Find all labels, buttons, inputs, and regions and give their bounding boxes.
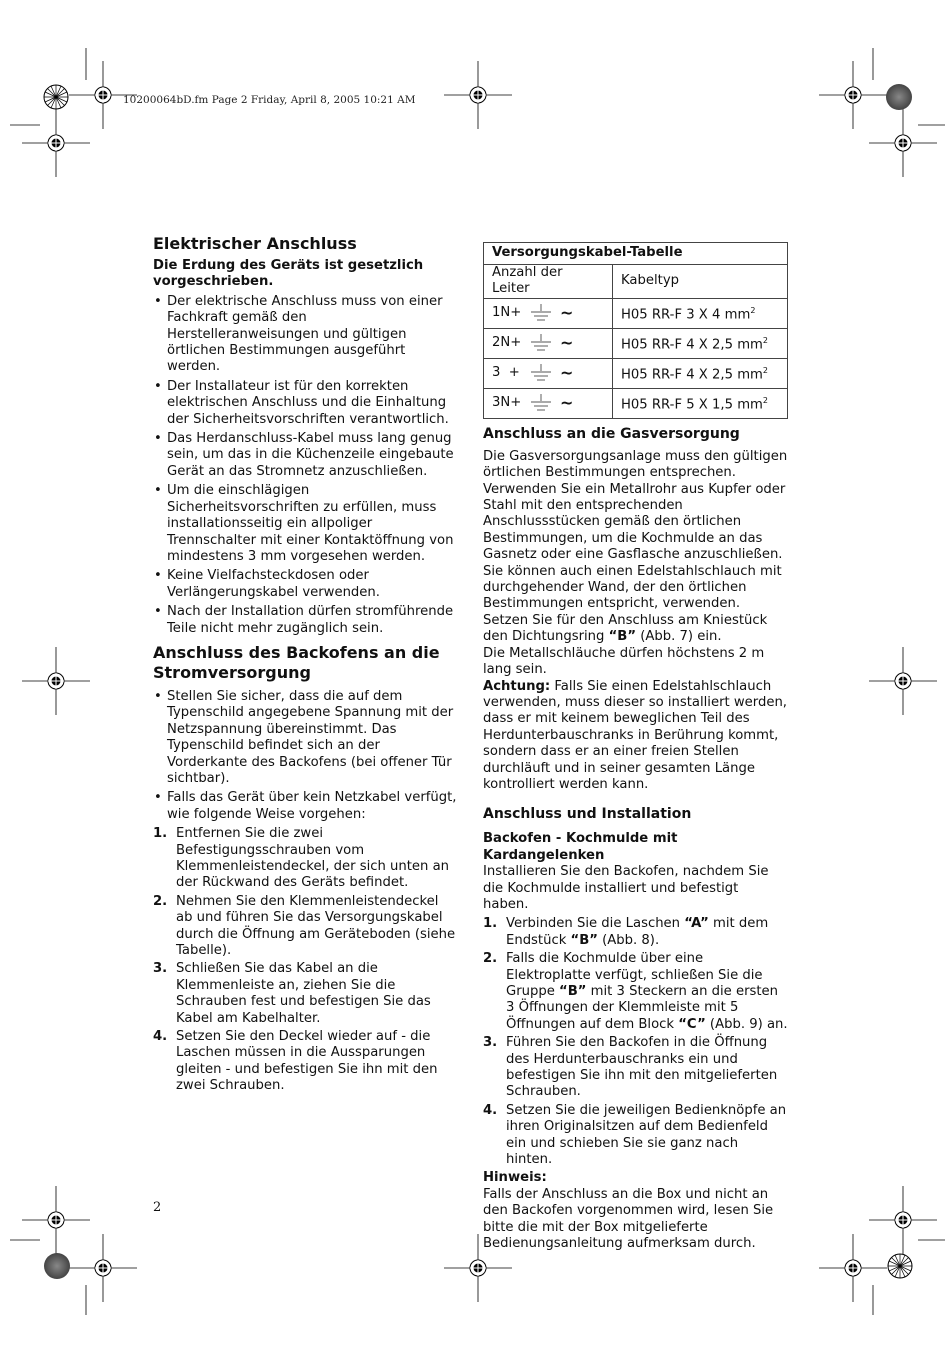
- cable-table: [483, 242, 788, 419]
- power-bullets: [153, 689, 458, 823]
- crop-mark-bottom-right: [819, 1186, 945, 1315]
- page-number: 2: [153, 1200, 162, 1215]
- list-item: • Nach der Installation dürfen stromführende Teile nicht mehr zugänglich sein.: [153, 604, 458, 637]
- table-row: 2N+ ~ H05 RR-F 4 X 2,5 $mm^2$: [484, 328, 788, 358]
- gas-paragraph: Die Gasversorgungsanlage muss den gültigen örtlichen Bestimmungen entsprechen. Verwenden Sie ein Metallrohr aus Kupfer oder Stahl mit den entsprechenden Anschlussstücken gemäß den örtlichen Bestimmungen, um die Kochmulde an das Gasnetz oder eine Gasflasche anzuschließen. Sie können auch einen Edelstahlschlauch mit durchgehender Wand, der den örtlichen Bestimmungen entspricht, verwenden.: [483, 448, 788, 612]
- section-title-installation: Anschluss und Installation: [483, 806, 692, 823]
- grounding-note: Die Erdung des Geräts ist gesetzlich vorgeschrieben.: [153, 258, 424, 290]
- ac-icon: ~: [560, 303, 574, 323]
- table-row: 1N+ ~ H05 RR-F 3 X 4 $mm^2$: [484, 298, 788, 328]
- list-item: 2. Nehmen Sie den Klemmenleistendeckel ab und führen Sie das Versorgungskabel durch die Öffnung am Geräteboden (siehe Tabelle).: [153, 893, 456, 959]
- list-item: • Um die einschlägigen Sicherheitsvorschriften zu erfüllen, muss installationsseitig ein allpoliger Trennschalter mit einer Kontaktöffnung von mindestens 3 mm vorgesehen werden.: [153, 483, 458, 565]
- list-item: • Falls das Gerät über kein Netzkabel verfügt, wie folgende Weise vorgehen:: [153, 790, 458, 823]
- right-column: [483, 242, 788, 1253]
- ground-icon: [530, 363, 552, 383]
- section-title-electrical: Elektrischer Anschluss: [153, 234, 357, 253]
- table-header-conductors: Anzahl der Leiter: [484, 265, 613, 299]
- table-row: 3 + ~ H05 RR-F 4 X 2,5 $mm^2$: [484, 358, 788, 388]
- list-item: 1. Verbinden Sie die Laschen “A” mit dem Endstück “B” (Abb. 8).: [483, 916, 769, 948]
- ac-icon: ~: [560, 363, 574, 383]
- crop-mark-top-left: [10, 48, 137, 177]
- gas-hose-paragraph: Die Metallschläuche dürfen höchstens 2 m lang sein.: [483, 645, 765, 678]
- list-item: • Der elektrische Anschluss muss von einer Fachkraft gemäß den Herstelleranweisungen und gültigen örtlichen Bestimmungen ausgeführt werden.: [153, 294, 458, 376]
- table-header-cable-type: Kabeltyp: [613, 265, 788, 299]
- installation-subtitle: Backofen - Kochmulde mit Kardangelenken: [483, 831, 678, 863]
- list-item: • Das Herdanschluss-Kabel muss lang genug sein, um das in die Küchenzeile eingebaute Gerät an das Stromnetz anzuschließen.: [153, 431, 458, 480]
- crop-mark-top-right: [819, 48, 945, 177]
- section-title-power-supply: Anschluss des Backofens an die Stromversorgung: [153, 642, 440, 682]
- note-text: Falls der Anschluss an die Box und nicht an den Backofen vorgenommen wird, lesen Sie bitte die mit der Box mitgelieferte Bedienungsanleitung aufmerksam durch.: [483, 1186, 774, 1252]
- list-item: 1. Entfernen Sie die zwei Befestigungsschrauben vom Klemmenleistendeckel, der sich unten an der Rückwand des Geräts befindet.: [153, 826, 450, 891]
- list-item: 4. Setzen Sie den Deckel wieder auf - die Laschen müssen in die Aussparungen gleiten - und befestigen Sie ihn mit den zwei Schrauben.: [153, 1029, 438, 1094]
- installation-intro: Installieren Sie den Backofen, nachdem Sie die Kochmulde installiert und befestigt haben.: [483, 864, 769, 912]
- ac-icon: ~: [560, 393, 574, 413]
- ac-icon: ~: [560, 333, 574, 353]
- list-item: • Stellen Sie sicher, dass die auf dem Typenschild angegebene Spannung mit der Netzspannung übereinstimmt. Das Typenschild befindet sich an der Vorderkante des Backofens (bei offener Tür sichtbar).: [153, 689, 458, 787]
- left-column: [153, 234, 458, 1097]
- crop-mark-bottom-left: [10, 1186, 137, 1315]
- electrical-bullets: [153, 294, 458, 637]
- ground-icon: [530, 303, 552, 323]
- print-header: 10200064bD.fm Page 2 Friday, April 8, 2005 10:21 AM: [123, 94, 416, 106]
- power-steps: [153, 826, 458, 1095]
- list-item: 3. Führen Sie den Backofen in die Öffnung des Herdunterbauschranks ein und befestigen Sie ihn mit den mitgelieferten Schrauben.: [483, 1035, 778, 1100]
- ground-icon: [530, 393, 552, 413]
- gas-gasket-paragraph: Setzen Sie für den Anschluss am Kniestück den Dichtungsring “B” (Abb. 7) ein.: [483, 612, 768, 645]
- list-item: 3. Schließen Sie das Kabel an die Klemmenleiste an, ziehen Sie die Schrauben fest und befestigen Sie das Kabel am Kabelhalter.: [153, 961, 431, 1026]
- installation-steps: [483, 916, 788, 1168]
- list-item: • Keine Vielfachsteckdosen oder Verlängerungskabel verwenden.: [153, 568, 458, 601]
- ground-icon: [530, 333, 552, 353]
- table-row: 3N+ ~ H05 RR-F 5 X 1,5 $mm^2$: [484, 388, 788, 418]
- list-item: 2. Falls die Kochmulde über eine Elektroplatte verfügt, schließen Sie die Gruppe “B” mit 3 Steckern an die ersten 3 Öffnungen der Klemmleiste mit 5 Öffnungen auf dem Block “C” (Abb. 9) an.: [483, 951, 788, 1032]
- note-label: Hinweis:: [483, 1170, 547, 1186]
- section-title-gas: Anschluss an die Gasversorgung: [483, 425, 740, 442]
- gas-warning: Achtung: Falls Sie einen Edelstahlschlauch verwenden, muss dieser so installiert werden, dass er mit keinem beweglichen Teil des Herdunterbauschranks in Berührung kommt, sondern dass er an einer freien Stellen durchläuft und in seiner gesamten Länge kontrolliert werden kann.: [483, 678, 787, 792]
- list-item: 4. Setzen Sie die jeweiligen Bedienknöpfe an ihren Originalsitzen auf dem Bedienfeld ein und schieben Sie sie ganz nach hinten.: [483, 1102, 787, 1168]
- table-title: Versorgungskabel-Tabelle: [484, 243, 788, 265]
- list-item: • Der Installateur ist für den korrekten elektrischen Anschluss und die Einhaltung der Sicherheitsvorschriften verantwortlich.: [153, 379, 458, 428]
